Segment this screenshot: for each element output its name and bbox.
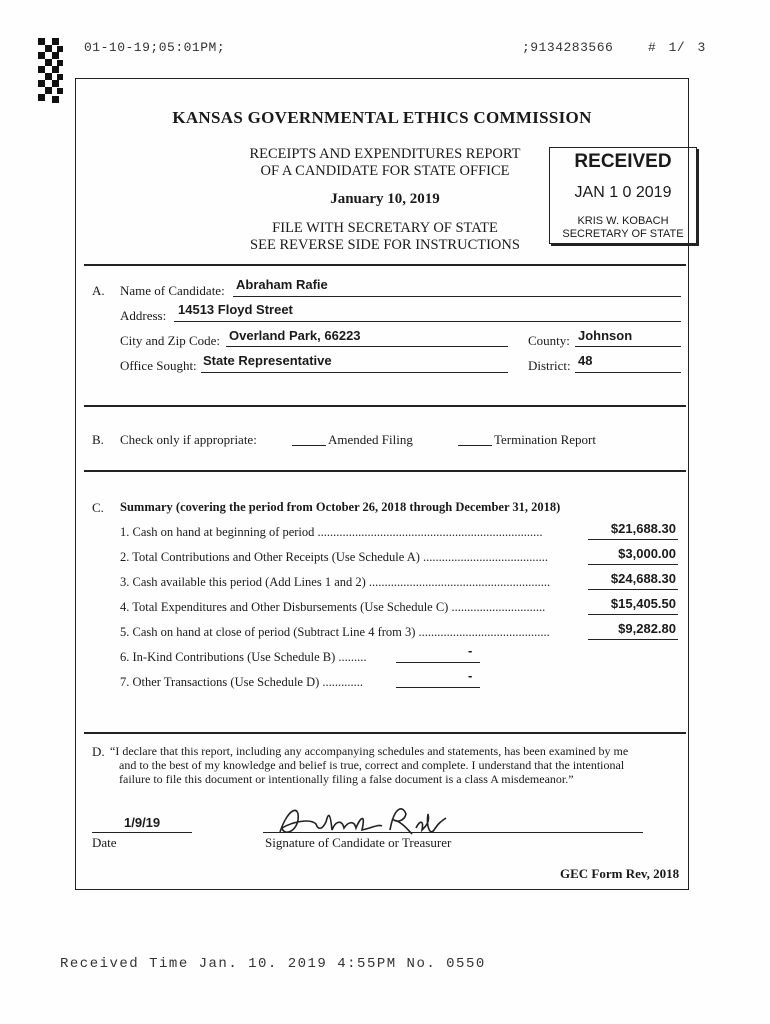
instructions-line-1: FILE WITH SECRETARY OF STATE — [272, 220, 498, 236]
underline — [396, 662, 480, 663]
section-a-letter: A. — [92, 283, 105, 298]
stamp-date: JAN 1 0 2019 — [574, 184, 672, 201]
stamp-signatory — [550, 215, 696, 241]
county-label: County: — [528, 333, 570, 348]
termination-checkbox-line[interactable] — [458, 445, 492, 446]
underline — [588, 539, 678, 540]
fax-registration-mark-icon — [36, 38, 64, 106]
underline — [263, 832, 643, 833]
termination-report-label: Termination Report — [494, 432, 596, 447]
report-title-line-1: RECEIPTS AND EXPENDITURES REPORT — [249, 146, 521, 162]
signature-label: Signature of Candidate or Treasurer — [265, 835, 452, 850]
summary-line-1-label: 1. Cash on hand at beginning of period ........................................................................ — [120, 525, 543, 539]
summary-line-2-amount: $3,000.00 — [618, 546, 676, 561]
candidate-name-value: Abraham Rafie — [236, 277, 328, 292]
inkind-contributions-value: - — [468, 643, 473, 658]
report-date: January 10, 2019 — [330, 191, 440, 207]
report-title-line-2: OF A CANDIDATE FOR STATE OFFICE — [260, 163, 510, 179]
summary-line-3-amount: $24,688.30 — [610, 571, 676, 586]
underline — [588, 564, 678, 565]
date-label: Date — [92, 835, 117, 850]
divider — [84, 470, 686, 472]
fax-page-count: # 1/ 3 — [648, 40, 706, 55]
underline — [588, 639, 678, 640]
divider — [84, 405, 686, 407]
section-d-letter: D. — [92, 744, 105, 759]
district-label: District: — [528, 358, 571, 373]
divider — [84, 732, 686, 734]
fax-received-time: Received Time Jan. 10. 2019 4:55PM No. 0550 — [60, 956, 486, 972]
address-value: 14513 Floyd Street — [178, 302, 293, 317]
signed-date-value: 1/9/19 — [124, 815, 161, 830]
received-stamp — [549, 147, 697, 244]
summary-line-3-label: 3. Cash available this period (Add Lines 1 and 2) .......................................................... — [120, 575, 551, 589]
fax-timestamp: 01-10-19;05:01PM; — [84, 40, 226, 55]
declaration-line-1: “I declare that this report, including any accompanying schedules and statements, has been examined by me — [110, 744, 629, 758]
instructions-line-2: SEE REVERSE SIDE FOR INSTRUCTIONS — [250, 237, 520, 253]
summary-line-4-label: 4. Total Expenditures and Other Disbursements (Use Schedule C) .............................. — [120, 600, 546, 614]
underline — [233, 296, 681, 297]
declaration-text — [110, 744, 628, 786]
underline — [396, 687, 480, 688]
stamp-name: KRIS W. KOBACH — [577, 215, 669, 227]
county-value: Johnson — [578, 328, 633, 343]
underline — [575, 372, 681, 373]
underline — [174, 321, 681, 322]
amended-filing-label: Amended Filing — [328, 432, 413, 447]
divider — [84, 264, 686, 266]
fax-number: ;9134283566 — [522, 40, 614, 55]
amended-checkbox-line[interactable] — [292, 445, 326, 446]
underline — [588, 614, 678, 615]
city-zip-label: City and Zip Code: — [120, 333, 221, 348]
agency-title: KANSAS GOVERNMENTAL ETHICS COMMISSION — [172, 108, 592, 127]
inkind-contributions-label: 6. In-Kind Contributions (Use Schedule B) ......... — [120, 650, 367, 664]
summary-line-2-label: 2. Total Contributions and Other Receipts (Use Schedule A) ........................................ — [120, 550, 549, 564]
city-zip-value: Overland Park, 66223 — [229, 328, 361, 343]
declaration-line-2: and to the best of my knowledge and belief is true, correct and complete. I understand that the intentional — [119, 758, 625, 772]
section-b-letter: B. — [92, 432, 104, 447]
stamp-office: SECRETARY OF STATE — [562, 228, 684, 240]
underline — [226, 346, 508, 347]
summary-line-1-amount: $21,688.30 — [610, 521, 676, 536]
candidate-name-label: Name of Candidate: — [120, 283, 225, 298]
office-sought-value: State Representative — [203, 353, 332, 368]
summary-heading: Summary (covering the period from October 26, 2018 through December 31, 2018) — [120, 500, 561, 514]
summary-line-4-amount: $15,405.50 — [610, 596, 676, 611]
underline — [201, 372, 508, 373]
summary-line-5-amount: $9,282.80 — [618, 621, 676, 636]
underline — [575, 346, 681, 347]
form-revision: GEC Form Rev, 2018 — [560, 866, 680, 881]
section-c-letter: C. — [92, 500, 104, 515]
underline — [92, 832, 192, 833]
check-appropriate-label: Check only if appropriate: — [120, 432, 257, 447]
address-label: Address: — [120, 308, 167, 323]
office-sought-label: Office Sought: — [120, 358, 197, 373]
declaration-line-3: failure to file this document or intentionally filing a false document is a class A misdemeanor.” — [119, 772, 574, 786]
district-value: 48 — [578, 353, 593, 368]
other-transactions-label: 7. Other Transactions (Use Schedule D) ............. — [120, 675, 364, 689]
stamp-label: RECEIVED — [574, 151, 672, 172]
underline — [588, 589, 678, 590]
summary-line-5-label: 5. Cash on hand at close of period (Subtract Line 4 from 3) .......................................... — [120, 625, 550, 639]
other-transactions-value: - — [468, 668, 473, 683]
